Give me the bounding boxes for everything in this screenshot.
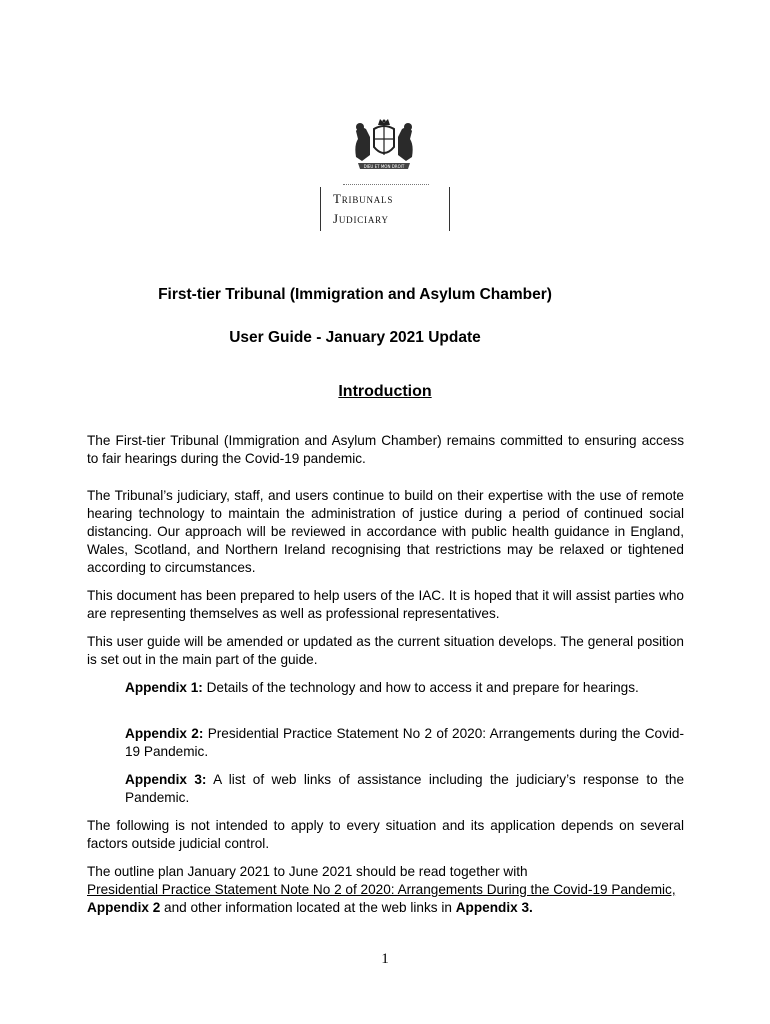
logo-line-2: Judiciary (333, 211, 389, 226)
appendix-2-item (125, 725, 684, 761)
logo-dotted-rule (343, 184, 429, 185)
appendix-text: A list of web links of assistance including the judiciary’s response to the Pandemic. (125, 772, 684, 805)
section-heading: Introduction (338, 383, 432, 400)
appendix-label: Appendix 1: (125, 680, 203, 695)
page-number: 1 (381, 951, 389, 967)
logo-line-1: Tribunals (333, 191, 394, 206)
outline-appendix-3: Appendix 3. (455, 900, 533, 915)
paragraph-technology: The Tribunal’s judiciary, staff, and users continue to build on their expertise with the use of remote hearing technology to maintain the administration of justice during a period of continued social distancing. Our approach will be reviewed in accordance with public health guidance in England, Wales, Scotland, and Northern Ireland recognising that restrictions may be relaxed or tightened according to circumstances. (87, 488, 684, 575)
outline-intro: The outline plan January 2021 to June 2021 should be read together with (87, 864, 528, 879)
paragraph-outline (87, 863, 684, 917)
appendix-label: Appendix 3: (125, 772, 207, 787)
appendix-text: Details of the technology and how to access it and prepare for hearings. (202, 680, 639, 695)
practice-statement-link[interactable]: Presidential Practice Statement Note No 2 of 2020: Arrangements During the Covid-19 Pandemic, (87, 882, 676, 897)
paragraph-updates: This user guide will be amended or updated as the current situation develops. The general position is set out in the main part of the guide. (87, 634, 684, 667)
document-subtitle: User Guide - January 2021 Update (229, 329, 481, 346)
outline-mid: and other information located at the web links in (160, 900, 456, 915)
appendix-1-item (125, 679, 684, 697)
svg-text:DIEU ET MON DROIT: DIEU ET MON DROIT (363, 164, 405, 169)
appendix-3-item (125, 771, 684, 807)
appendix-label: Appendix 2: (125, 726, 204, 741)
royal-coat-of-arms-icon (348, 117, 420, 175)
paragraph-control: The following is not intended to apply to every situation and its application depends on several factors outside judicial control. (87, 818, 684, 851)
appendix-text: Presidential Practice Statement No 2 of 2020: Arrangements during the Covid-19 Pandemic. (125, 726, 685, 759)
outline-appendix-2: Appendix 2 (87, 900, 161, 915)
paragraph-purpose: This document has been prepared to help users of the IAC. It is hoped that it will assist parties who are representing themselves as well as professional representatives. (87, 588, 684, 621)
document-title: First-tier Tribunal (Immigration and Asylum Chamber) (158, 286, 552, 303)
paragraph-commitment: The First-tier Tribunal (Immigration and Asylum Chamber) remains committed to ensuring access to fair hearings during the Covid-19 pandemic. (87, 433, 684, 466)
